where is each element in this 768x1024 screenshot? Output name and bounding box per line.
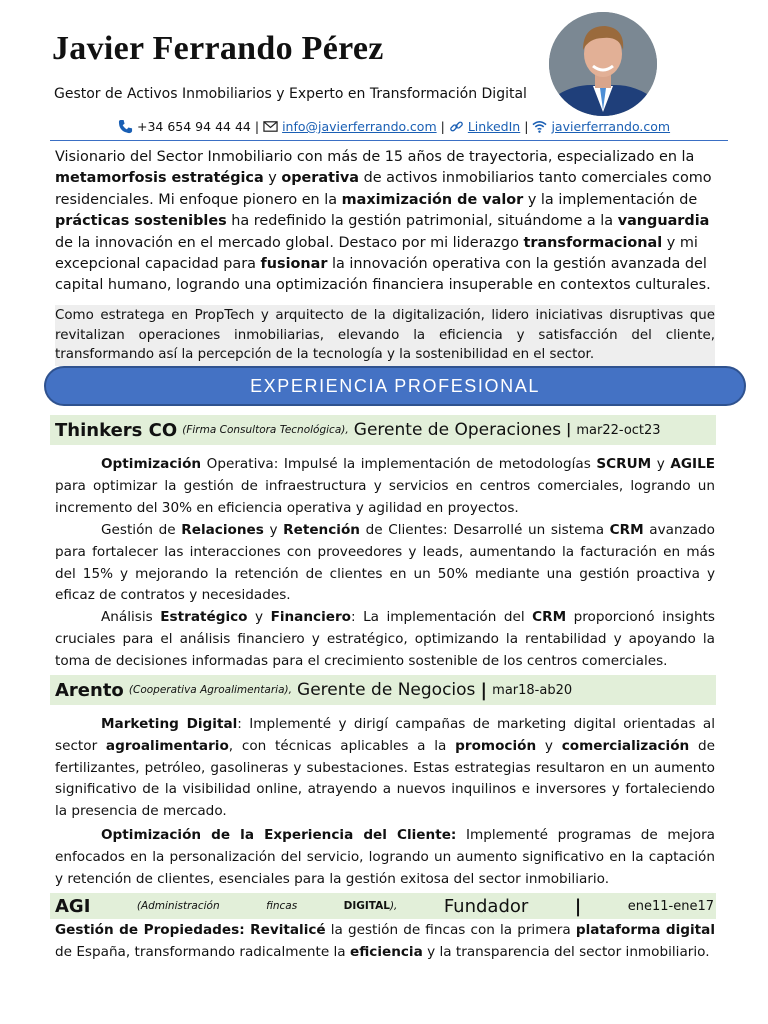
job-separator: | xyxy=(574,895,582,917)
job-description: (Administración xyxy=(136,900,220,912)
job-role: Gerente de Negocios xyxy=(297,680,476,700)
job-paragraph: Análisis Estratégico y Financiero: La implementación del CRM proporcionó insights cruciales para el análisis financiero y estratégico, optimizando la rentabilidad y apoyando la toma de decisiones informadas para el crecimiento sostenible de los centros comerciales. xyxy=(55,609,716,669)
contact-separator: | xyxy=(440,119,445,134)
job-header-thinkers xyxy=(50,415,716,445)
profile-photo xyxy=(549,12,657,116)
job-company: AGI xyxy=(55,895,91,917)
job-paragraph: Gestión de Propiedades: Revitalicé la gestión de fincas con la primera plataforma digital de España, transformando radicalmente la eficiencia y la transparencia del sector inmobiliario. xyxy=(55,922,716,960)
job-description: DIGITAL), xyxy=(343,900,398,912)
job-dates: ene11-ene17 xyxy=(627,898,714,914)
job-role: Gerente de Operaciones xyxy=(353,420,562,440)
job-company: Arento xyxy=(55,679,124,701)
job-description: (Firma Consultora Tecnológica), xyxy=(182,424,349,436)
section-banner xyxy=(44,366,746,406)
candidate-subtitle: Gestor de Activos Inmobiliarios y Experto en Transformación Digital xyxy=(54,86,527,102)
job-description: (Cooperativa Agroalimentaria), xyxy=(128,684,292,696)
contact-separator: | xyxy=(524,119,529,134)
job-header-arento xyxy=(50,675,716,705)
job-paragraph: Optimización de la Experiencia del Cliente: Implementé programas de mejora enfocados en la personalización del servicio, logrando un aumento significativo en la captación y retención de clientes, esenciales para la gestión exitosa del sector inmobiliario. xyxy=(55,827,715,887)
job-paragraph: Optimización Operativa: Impulsé la implementación de metodologías SCRUM y AGILE para optimizar la gestión de infraestructura y servicios en centros comerciales, logrando un incremento del 30% en eficiencia operativa y agilidad en proyectos. xyxy=(55,456,716,516)
contact-separator: | xyxy=(254,119,260,134)
job-dates: mar18-ab20 xyxy=(492,682,573,698)
job-description: fincas xyxy=(266,900,298,912)
proptech-statement: Como estratega en PropTech y arquitecto de la digitalización, lidero iniciativas disruptivas que revitalizan operaciones inmobiliarias, elevando la eficiencia y satisfacción del cliente, transformando así la percepción de la tecnología y la sostenibilidad en el sector. xyxy=(55,305,715,366)
phone-icon xyxy=(118,119,133,134)
job-separator: | xyxy=(480,679,488,701)
email-link[interactable]: info@javierferrando.com xyxy=(282,119,437,134)
linkedin-link[interactable]: LinkedIn xyxy=(467,119,521,134)
job-paragraph: Gestión de Relaciones y Retención de Clientes: Desarrollé un sistema CRM avanzado para fortalecer las interacciones con proveedores y leads, aumentando la facturación en más del 15% y mejorando la retención de clientes en un 50% mediante una gestión proactiva y eficaz de contratos y necesidades. xyxy=(55,522,715,604)
job-paragraph: Marketing Digital: Implementé y dirigí campañas de marketing digital orientadas al sector agroalimentario, con técnicas aplicables a la promoción y comercialización de fertilizantes, petróleo, gasolineras y subestaciones. Estas estrategias resultaron en un aumento significativo de la visibilidad online, atrayendo a nuevos inquilinos e inversores y fortaleciendo la presencia de mercado. xyxy=(55,716,715,820)
header-divider xyxy=(50,140,728,141)
job-separator: | xyxy=(566,422,572,438)
job-role: Fundador xyxy=(443,895,529,917)
section-title: EXPERIENCIA PROFESIONAL xyxy=(250,375,540,396)
wifi-icon xyxy=(532,119,547,134)
profile-summary: Visionario del Sector Inmobiliario con más de 15 años de trayectoria, especializado en la metamorfosis estratégica y operativa de activos inmobiliarios tanto comerciales como residenciales. Mi enfoque pionero en la maximización de valor y la implementación de prácticas sostenibles ha redefinido la gestión patrimonial, situándome a la vanguardia de la innovación en el mercado global. Destaco por mi liderazgo transformacional y mi excepcional capacidad para fusionar la innovación operativa con la gestión avanzada del capital humano, logrando una optimización financiera insuperable en contextos culturales. xyxy=(55,149,712,294)
candidate-name: Javier Ferrando Pérez xyxy=(52,30,384,67)
website-link[interactable]: javierferrando.com xyxy=(551,119,671,134)
job-company: Thinkers CO xyxy=(55,419,178,441)
mail-icon xyxy=(263,119,278,134)
job-header-agi xyxy=(50,893,716,919)
job-dates: mar22-oct23 xyxy=(576,422,661,438)
contact-line xyxy=(118,119,670,134)
link-icon xyxy=(449,119,464,134)
phone-number[interactable]: +34 654 94 44 44 xyxy=(137,119,251,134)
